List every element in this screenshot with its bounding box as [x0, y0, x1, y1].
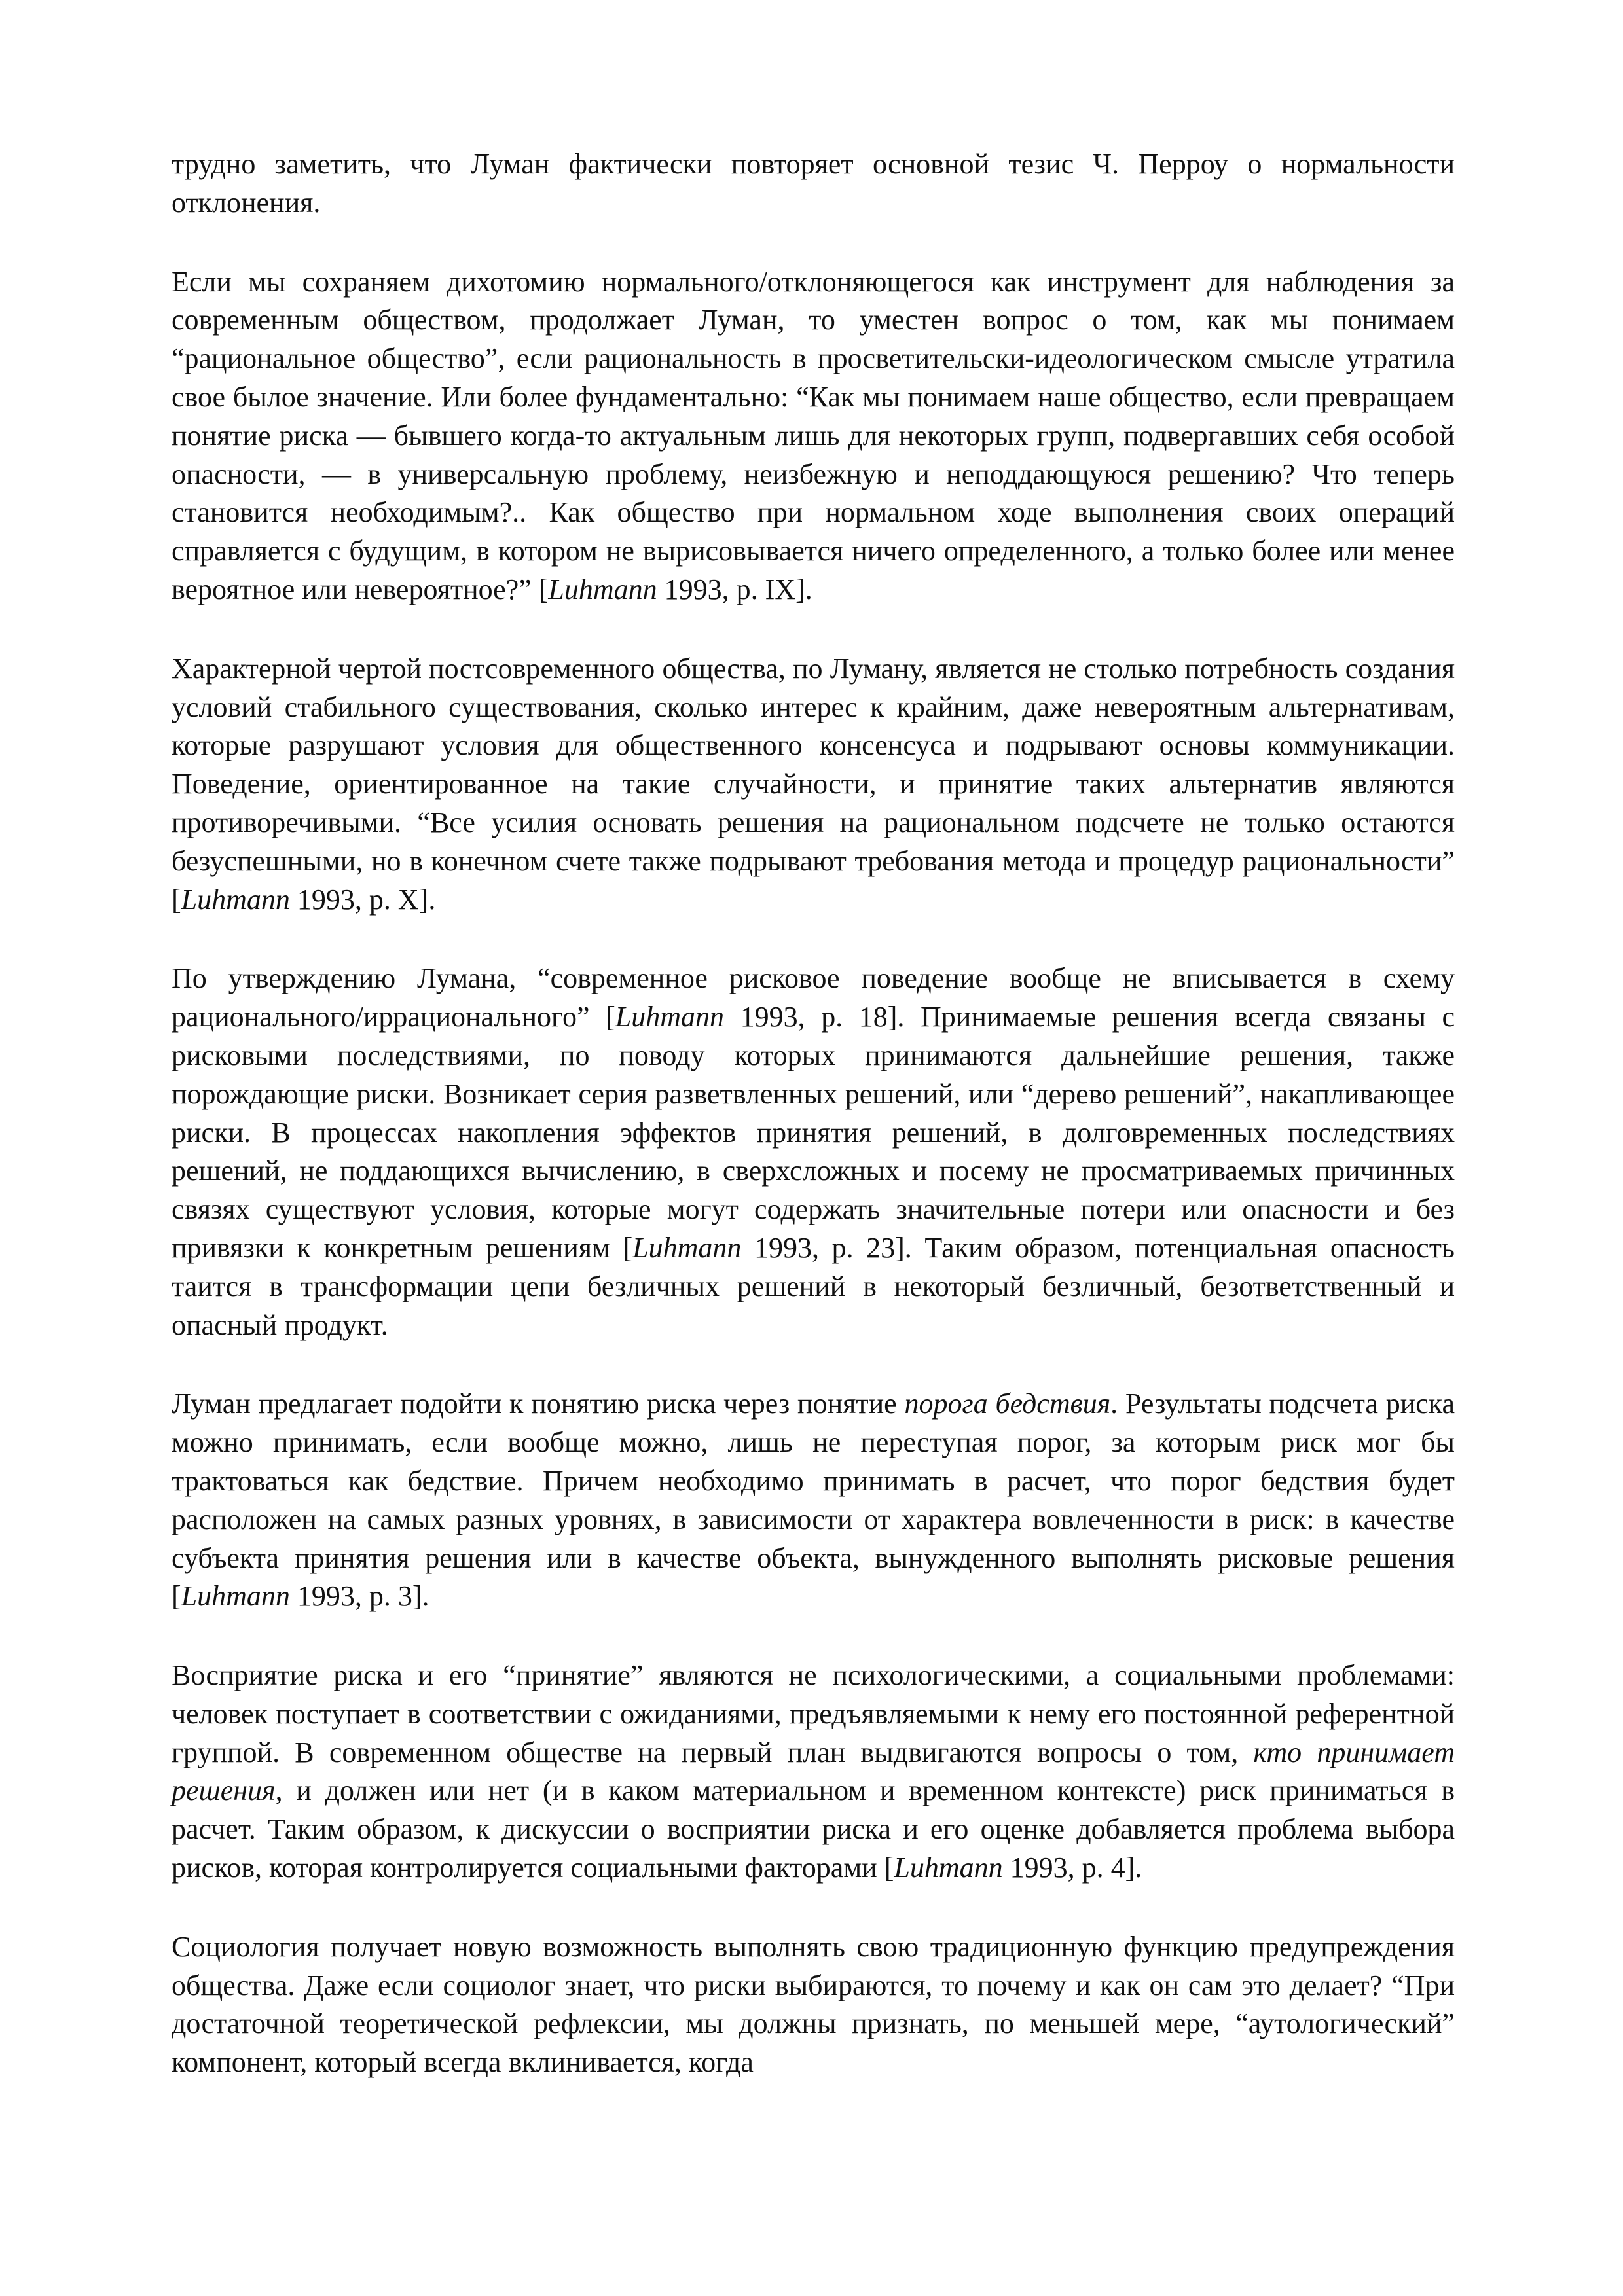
text-run: 1993, p. IX].: [657, 573, 812, 605]
text-run: 1993, p. 18]. Принимаемые решения всегда связаны с рисковыми последствиями, по поводу которых принимаются дальнейшие решения, также порождающие риски. Возникает серия разветвленных решений, или “дерево решений”, накапливающее риски. В процессах накопления эффектов принятия решений, в долговременных последствиях решений, не поддающихся вычислению, в сверхсложных и посему не просматриваемых причинных связях существуют условия, которые могут содержать значительные потери или опасности и без привязки к конкретным решениям [: [172, 1001, 1455, 1264]
paragraph: [172, 1385, 1455, 1616]
text-run: 1993, p. 23]. Таким образом, потенциальная опасность таится в трансформации цепи безличных решений в некоторый безличный, безответственный и опасный продукт.: [172, 1231, 1455, 1341]
text-run: Если мы сохраняем дихотомию нормального/отклоняющегося как инструмент для наблюдения за современным обществом, продолжает Луман, то уместен вопрос о том, как мы понимаем “рациональное общество”, если рациональность в просветительски-идеологическом смысле утратила свое былое значение. Или более фундаментально: “Как мы понимаем наше общество, если превращаем понятие риска — бывшего когда-то актуальным лишь для некоторых групп, подвергавших себя особой опасности, — в универсальную проблему, неизбежную и неподдающуюся решению? Что теперь становится необходимым?.. Как общество при нормальном ходе выполнения своих операций справляется с будущим, в котором не вырисовывается ничего определенного, а только более или менее вероятное или невероятное?” [: [172, 265, 1455, 605]
italic-text: Luhmann: [181, 1580, 290, 1613]
text-run: Социология получает новую возможность выполнять свою традиционную функцию предупреждения общества. Даже если социолог знает, что риски выбираются, то почему и как он сам это делает? “При достаточной теоретической рефлексии, мы должны признать, по меньшей мере, “аутологический” компонент, который всегда вклинивается, когда: [172, 1930, 1455, 2079]
paragraph: [172, 1657, 1455, 1888]
text-run: , и должен или нет (и в каком материальном и временном контексте) риск приниматься в расчет. Таким образом, к дискуссии о восприятии риска и его оценке добавляется проблема выбора рисков, которая контролируется социальными факторами [: [172, 1774, 1455, 1884]
paragraph: [172, 650, 1455, 920]
text-body: [172, 145, 1455, 2082]
text-run: 1993, p. 4].: [1002, 1852, 1142, 1884]
italic-text: Luhmann: [548, 573, 657, 605]
text-run: Восприятие риска и его “принятие” являются не психологическими, а социальными проблемами: человек поступает в соответствии с ожиданиями, предъявляемыми к нему его постоянной референтной группой. В современном обществе на первый план выдвигаются вопросы о том,: [172, 1659, 1455, 1768]
text-run: Луман предлагает подойти к понятию риска через понятие: [172, 1388, 905, 1420]
text-run: Характерной чертой постсовременного общества, по Луману, является не столько потребность создания условий стабильного существования, сколько интерес к крайним, даже невероятным альтернативам, которые разрушают условия для общественного консенсуса и подрывают основы коммуникации. Поведение, ориентированное на такие случайности, и принятие таких альтернатив являются противоречивыми. “Все усилия основать решения на рациональном подсчете не только остаются безуспешными, но в конечном счете также подрывают требования метода и процедур рациональности” [: [172, 652, 1455, 916]
italic-text: Luhmann: [632, 1231, 742, 1264]
paragraph: [172, 960, 1455, 1344]
italic-text: кто принимает решения: [172, 1736, 1455, 1807]
text-run: . Результаты подсчета риска можно принимать, если вообще можно, лишь не переступая порог, за которым риск мог бы трактоваться как бедствие. Причем необходимо принимать в расчет, что порог бедствия будет расположен на самых разных уровнях, в зависимости от характера вовлеченности в риск: в качестве субъекта принятия решения или в качестве объекта, вынужденного выполнять рисковые решения [: [172, 1388, 1455, 1613]
text-run: трудно заметить, что Луман фактически повторяет основной тезис Ч. Перроу о нормальности отклонения.: [172, 148, 1455, 219]
paragraph: [172, 1928, 1455, 2082]
text-run: По утверждению Лумана, “современное рисковое поведение вообще не вписывается в схему рационального/иррационального” [: [172, 962, 1455, 1033]
italic-text: Luhmann: [894, 1852, 1003, 1884]
italic-text: порога бедствия: [904, 1388, 1111, 1420]
italic-text: Luhmann: [181, 883, 290, 916]
italic-text: Luhmann: [615, 1001, 725, 1033]
paragraph: [172, 263, 1455, 609]
paragraph: [172, 145, 1455, 223]
text-run: 1993, p. X].: [289, 883, 436, 916]
text-run: 1993, p. 3].: [289, 1580, 429, 1613]
